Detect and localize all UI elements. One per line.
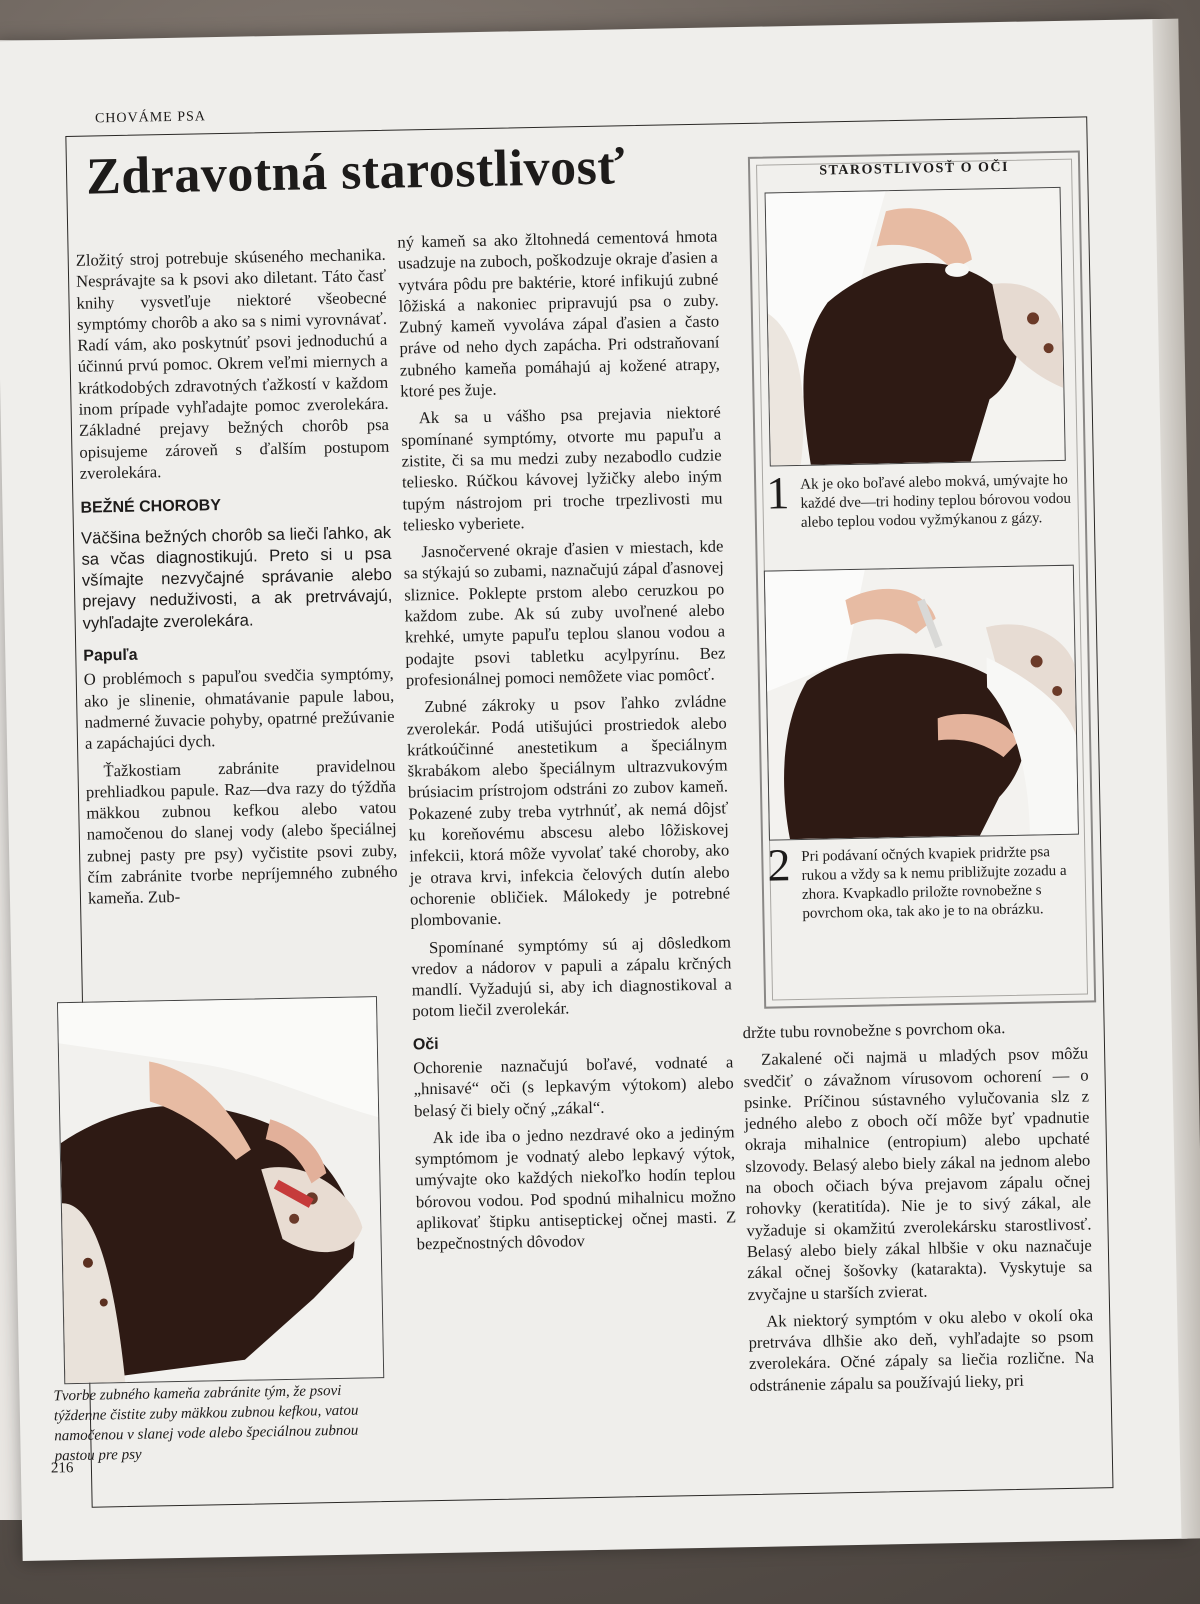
eye-care-sidebar <box>748 150 1096 1008</box>
sidebar-title: STAROSTLIVOSŤ O OČI <box>819 159 1010 179</box>
step-1-text: Ak je oko boľavé alebo mokvá, umývajte ho každé dve—tri hodiny teplou bórovou vodou alebo teplou vodou vyžmýkanou z gázy. <box>800 471 1072 531</box>
page-number: 216 <box>50 1460 74 1477</box>
common-diseases-paragraph: Väčšina bežných chorôb sa lieči ľahko, ak sa včas diagnostikujú. Preto si u psa všímajte nezvyčajné správanie alebo prejavy neduživosti, a ak pretrvávajú, vyhľadajte zverolekára. <box>80 522 393 633</box>
heading-mouth: Papuľa <box>83 646 138 665</box>
col3-paragraph-2: Zakalené oči najmä u mladých psov môžu svedčiť o závažnom vírusovom ochorení — o psinke. Príčinou sústavného vylučovania slz z jedného alebo z oboch očí môže byť vpadnutie okraja mihalnice (entropium) alebo upchaté slzovody. Belasý alebo biely zákal na jednom alebo na oboch očiach býva prejavom zápalu očnej rohovky (keratitída). Nie je to sivý zákal, ale vyžaduje si okamžitú zverolekársku starostlivosť. Belasý alebo biely zákal hlbšie v oku naznačuje zákal očnej šošovky (katarakta). Vyskytuje sa zvyčajne u starších zvierat. <box>743 1043 1093 1304</box>
eye-drops-photo <box>764 565 1079 841</box>
col3-paragraph-1: držte tubu rovnobežne s povrchom oka. <box>742 1018 1006 1043</box>
step-1 <box>765 467 1072 534</box>
col2-paragraph-5: Spomínané symptómy sú aj dôsledkom vredov a nádorov v papuli a zápalu krčných mandlí. Vyžadujú si, aby ich diagnostikoval a potom liečil zverolekár. <box>411 931 732 1021</box>
step-2-text: Pri podávaní očných kvapiek pridržte psa rukou a vždy sa k nemu približujte zozadu a zhora. Kvapkadlo priložte rovnobežne s povrchom oka, tak ako je to na obrázku. <box>801 844 1067 922</box>
mouth-paragraph-2: Ťažkostiam zabránite pravidelnou prehliadkou papule. Raz—dva razy do týždňa mäkkou zubnou kefkou alebo vatou namočenou do slanej vody (alebo špeciálnej zubnej pasty pre psy) vyčistite psovi zuby, čím zabránite tvorbe nepríjemného zubného kameňa. Zub- <box>85 755 398 908</box>
col2-paragraph-6: Ochorenie naznačujú boľavé, vodnaté a „hnisavé“ oči (s lepkavým výtokom) alebo belasý či biely očný „zákal“. <box>413 1052 734 1121</box>
section-label: CHOVÁME PSA <box>94 109 207 127</box>
step-1-number: 1 <box>765 467 790 519</box>
eye-wash-photo <box>765 187 1066 467</box>
text-column-1 <box>76 244 399 915</box>
col2-paragraph-3: Jasnočervené okraje ďasien v miestach, kde sa stýkajú so zubami, naznačujú zápal ďasnovej sliznice. Poklepte prstom alebo ceruzkou po každom zube. Ak sú zuby uvoľnené alebo krehké, umyte papuľu teplou slanou vodou a podajte psovi tabletku acylpyrínu. Bez profesionálnej pomoci nemôžete viac pomôcť. <box>403 536 726 690</box>
step-2 <box>766 839 1073 925</box>
col2-paragraph-1: ný kameň sa ako žltohnedá cementová hmota usadzuje na zuboch, poškodzuje okraje ďasien a vytvára pôdu pre baktérie, ktoré infikujú zubné lôžiská a nakoniec pripravujú psa o zuby. Zubný kameň vyvoláva zápal ďasien a často práve od neho dych zapácha. Pri odstraňovaní zubného kameňa pomáhajú aj kožené atrapy, ktoré pes žuje. <box>397 226 721 401</box>
text-column-3 <box>742 1016 1094 1403</box>
step-2-number: 2 <box>766 839 791 891</box>
tooth-brushing-photo <box>57 996 384 1384</box>
text-column-2 <box>397 225 737 1261</box>
book-page <box>0 19 1187 1561</box>
intro-paragraph: Zložitý stroj potrebuje skúseného mechanika. Nesprávajte sa k psovi ako diletant. Táto časť knihy vysvetľuje niektoré všeobecné symptómy chorôb a ako sa s nimi vyrovnávať. Radí vám, ako poskytnúť psovi jednoduchú a účinnú prvú pomoc. Okrem veľmi miernych a krátkodobých zdravotných ťažkostí v každom inom prípade vyhľadajte pomoc zverolekára. Základné prejavy bežných chorôb psa opisujeme zároveň s ďalším postupom zverolekára. <box>75 244 390 483</box>
page-edge <box>1152 19 1200 1539</box>
heading-common-diseases: BEŽNÉ CHOROBY <box>80 497 222 518</box>
col2-paragraph-7: Ak ide iba o jedno nezdravé oko a jediným symptómom je vodnatý alebo lepkavý výtok, umývajte oko každých niekoľko hodín teplou bórovou vodou. Pod spodnú mihalnicu možno aplikovať štipku antiseptickej očnej masti. Z bezpečnostných dôvodov <box>414 1122 737 1254</box>
col3-paragraph-3: Ak niektorý symptóm v oku alebo v okolí oka pretrváva dlhšie ako deň, vyhľadajte so psom zverolekára. Očné zápaly sa liečia rozlične. Na odstránenie zápalu sa používajú lieky, pri <box>748 1305 1095 1395</box>
heading-eyes: Oči <box>412 1035 439 1054</box>
col2-paragraph-4: Zubné zákroky u psov ľahko zvládne zverolekár. Podá utišujúci prostriedok alebo krátkoúčinné anestetikum a špeciálnym škrabákom alebo špeciálnym ultrazvukovým brúsiacim prístrojom odstráni zo zubov kameň. Pokazené zuby treba vytrhnúť, ak nemá dôjsť ku koreňovému abscesu alebo lôžiskovej infekcii, ktorá môže vyvolať také choroby, ako je otrava krvi, infekcia čelových dutín alebo ochorenie obličiek. Málokedy je potrebné plombovanie. <box>406 691 731 930</box>
col2-paragraph-2: Ak sa u vášho psa prejavia niektoré spomínané symptómy, otvorte mu papuľu a zistite, či sa mu medzi zuby nezabodlo cudzie teliesko. Rúčkou kávovej lyžičky alebo iným tupým nástrojom pri troche trpezlivosti mu teliesko vyberiete. <box>401 402 723 535</box>
photo-caption: Tvorbe zubného kameňa zabránite tým, že psovi týždenne čistite zuby mäkkou zubnou kefkou, vatou namočenou v slanej vode alebo špeciálnou zubnou pastou pre psy <box>53 1382 359 1465</box>
mouth-paragraph: O problémoch s papuľou svedčia symptómy, ako je slinenie, ohmatávanie papule labou, nadmerné žuvacie pohyby, opatrné prežúvanie a zapáchajúci dych. <box>83 664 395 753</box>
page-title: Zdravotná starostlivosť <box>85 138 626 206</box>
